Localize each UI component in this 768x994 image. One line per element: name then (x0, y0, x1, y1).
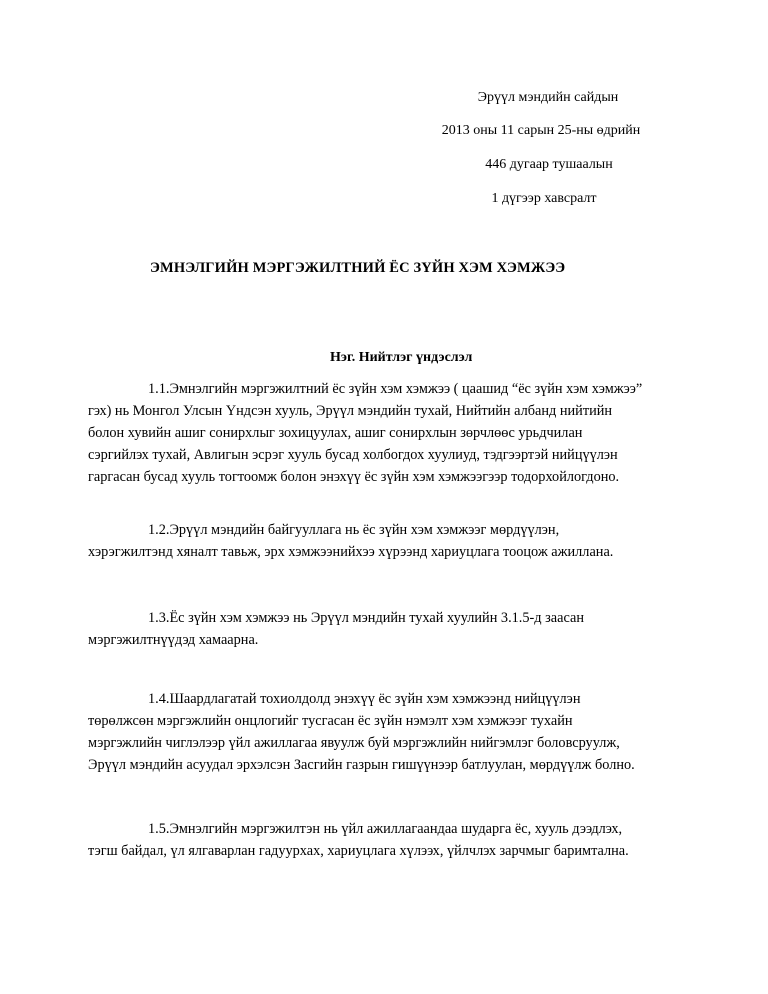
paragraph-line: 1.2.Эрүүл мэндийн байгууллага нь ёс зүйн хэм хэмжээг мөрдүүлэн, (148, 522, 560, 538)
paragraph-line: болон хувийн ашиг сонирхлыг зохицуулах, ашиг сонирхлын зөрчлөөс урьдчилан (88, 425, 583, 441)
paragraph-line: 1.1.Эмнэлгийн мэргэжилтний ёс зүйн хэм хэмжээ ( цаашид “ёс зүйн хэм хэмжээ” (148, 381, 643, 397)
paragraph-line: хэрэгжилтэнд хяналт тавьж, эрх хэмжээнийхээ хүрээнд хариуцлага тооцож ажиллана. (88, 544, 614, 560)
paragraph-1-3 (88, 607, 688, 651)
paragraph-line: Эрүүл мэндийн асуудал эрхэлсэн Засгийн газрын гишүүнээр батлуулан, мөрдүүлж болно. (88, 757, 635, 773)
paragraph-1-5 (88, 818, 688, 862)
header-ministry-line: Эрүүл мэндийн сайдын (477, 90, 619, 105)
paragraph-line: гаргасан бусад хууль тогтоомж болон энэхүү ёс зүйн хэм хэмжээгээр тодорхойлогдоно. (88, 469, 620, 485)
header-appendix-line: 1 дүгээр хавсралт (491, 191, 597, 206)
paragraph-line: мэргэжилтнүүдэд хамаарна. (88, 632, 259, 648)
paragraph-line: 1.3.Ёс зүйн хэм хэмжээ нь Эрүүл мэндийн тухай хуулийн 3.1.5-д заасан (148, 610, 584, 626)
header-order-line: 446 дугаар тушаалын (485, 157, 613, 172)
section-title: Нэг. Нийтлэг үндэслэл (330, 350, 473, 365)
paragraph-1-1 (88, 378, 688, 488)
paragraph-line: гэх) нь Монгол Улсын Үндсэн хууль, Эрүүл мэндийн тухай, Нийтийн албанд нийтийн (88, 403, 613, 419)
paragraph-line: 1.4.Шаардлагатай тохиолдолд энэхүү ёс зүйн хэм хэмжээнд нийцүүлэн (148, 691, 581, 707)
paragraph-line: төрөлжсөн мэргэжлийн онцлогийг тусгасан ёс зүйн нэмэлт хэм хэмжээг тухайн (88, 713, 573, 729)
paragraph-line: тэгш байдал, үл ялгаварлан гадуурхах, хариуцлага хүлээх, үйлчлэх зарчмыг баримтална. (88, 843, 629, 859)
paragraph-line: сэргийлэх тухай, Авлигын эсрэг хууль бусад холбогдох хуулиуд, тэдгээртэй нийцүүлэн (88, 447, 618, 463)
paragraph-line: мэргэжлийн чиглэлээр үйл ажиллагаа явуулж буй мэргэжлийн нийгэмлэг боловсруулж, (88, 735, 620, 751)
document-title: ЭМНЭЛГИЙН МЭРГЭЖИЛТНИЙ ЁС ЗҮЙН ХЭМ ХЭМЖЭЭ (150, 260, 566, 276)
paragraph-1-2 (88, 519, 688, 563)
paragraph-1-4 (88, 688, 688, 776)
header-date-line: 2013 оны 11 сарын 25-ны өдрийн (441, 123, 641, 138)
paragraph-line: 1.5.Эмнэлгийн мэргэжилтэн нь үйл ажиллагаандаа шударга ёс, хууль дээдлэх, (148, 821, 623, 837)
